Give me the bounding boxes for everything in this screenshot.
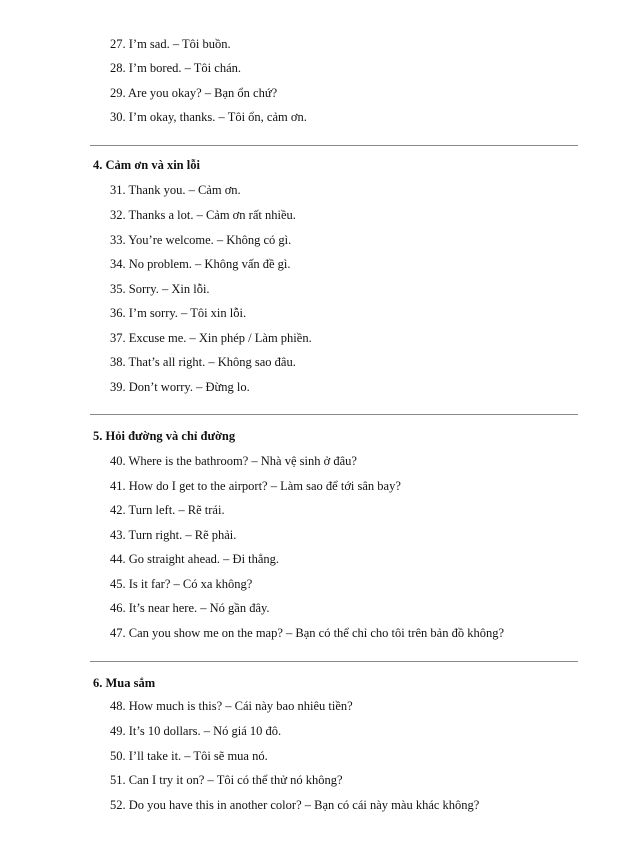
list-item: 37. Excuse me. – Xin phép / Làm phiền. (110, 331, 312, 345)
list-item: 46. It’s near here. – Nó gần đây. (110, 601, 270, 615)
list-item: 45. Is it far? – Có xa không? (110, 577, 253, 591)
list-item: 40. Where is the bathroom? – Nhà vệ sinh ở đâu? (110, 454, 357, 468)
section-heading-directions: 5. Hỏi đường và chỉ đường (93, 429, 236, 443)
list-item: 36. I’m sorry. – Tôi xin lỗi. (110, 306, 247, 320)
list-item: 30. I’m okay, thanks. – Tôi ổn, cảm ơn. (110, 110, 307, 124)
list-item: 32. Thanks a lot. – Cảm ơn rất nhiều. (110, 208, 296, 222)
list-item: 27. I’m sad. – Tôi buồn. (110, 37, 231, 51)
list-item: 35. Sorry. – Xin lỗi. (110, 282, 210, 296)
list-item: 42. Turn left. – Rẽ trái. (110, 503, 225, 517)
list-item: 43. Turn right. – Rẽ phải. (110, 528, 237, 542)
list-item: 44. Go straight ahead. – Đi thẳng. (110, 552, 280, 566)
section-divider (90, 661, 578, 662)
section-divider (90, 414, 578, 415)
list-item: 52. Do you have this in another color? – Bạn có cái này màu khác không? (110, 798, 480, 812)
list-item: 29. Are you okay? – Bạn ổn chứ? (110, 86, 278, 100)
section-heading-thanks-sorry: 4. Cảm ơn và xin lỗi (93, 158, 200, 172)
list-item: 41. How do I get to the airport? – Làm sao để tới sân bay? (110, 479, 401, 493)
list-item: 34. No problem. – Không vấn đề gì. (110, 257, 291, 271)
list-item: 50. I’ll take it. – Tôi sẽ mua nó. (110, 749, 268, 763)
list-item: 51. Can I try it on? – Tôi có thể thử nó không? (110, 773, 343, 787)
section-heading-shopping: 6. Mua sắm (93, 676, 156, 690)
list-item: 31. Thank you. – Cảm ơn. (110, 183, 241, 197)
section-divider (90, 145, 578, 146)
list-item: 38. That’s all right. – Không sao đâu. (110, 355, 296, 369)
list-item: 39. Don’t worry. – Đừng lo. (110, 380, 250, 394)
list-item: 49. It’s 10 dollars. – Nó giá 10 đô. (110, 724, 282, 738)
list-item: 33. You’re welcome. – Không có gì. (110, 233, 292, 247)
list-item: 48. How much is this? – Cái này bao nhiêu tiền? (110, 699, 353, 713)
list-item: 47. Can you show me on the map? – Bạn có thể chỉ cho tôi trên bản đồ không? (110, 626, 505, 640)
list-item: 28. I’m bored. – Tôi chán. (110, 61, 241, 75)
